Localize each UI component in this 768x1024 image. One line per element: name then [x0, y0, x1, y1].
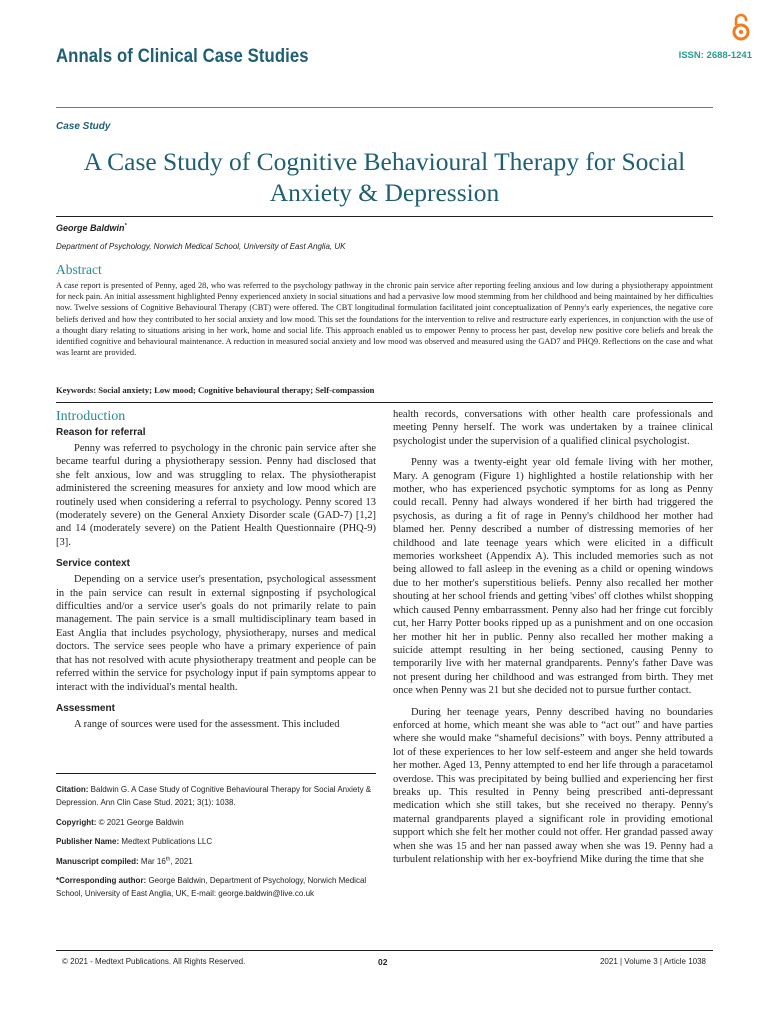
copyright — [56, 816, 376, 829]
footer-volume: 2021 | Volume 3 | Article 1038 — [599, 957, 706, 966]
citation — [56, 783, 376, 810]
introduction-heading: Introduction — [56, 409, 126, 424]
author — [56, 223, 127, 233]
publisher-text: Medtext Publications LLC — [121, 837, 213, 847]
corresp-text: George Baldwin, Department of Psychology, Norwich Medical School, University of East Anglia, UK, E-mail: george.baldwin@live.co.uk — [56, 876, 367, 899]
abstract-heading: Abstract — [56, 262, 102, 277]
author-name: George Baldwin — [56, 223, 125, 233]
citation-text: Baldwin G. A Case Study of Cognitive Behavioural Therapy for Social Anxiety & Depression. Ann Clin Case Stud. 2021; 3(1): 1038. — [56, 785, 372, 808]
paragraph: A range of sources were used for the assessment. This included — [74, 718, 340, 730]
title-divider — [56, 216, 713, 217]
citation-divider — [56, 773, 376, 774]
paragraph: health records, conversations with other health care professionals and meeting Penny herself. The work was undertaken by a trainee clinical psychologist under the supervision of a qualified clinical psychologist. — [393, 409, 713, 447]
author-mark: * — [124, 223, 127, 229]
publisher-label: Publisher Name: — [56, 837, 120, 847]
copyright-label: Copyright: — [56, 817, 97, 827]
article-type: Case Study — [56, 121, 111, 132]
corresp-label: *Corresponding author: — [56, 876, 147, 886]
column-left — [56, 408, 376, 731]
manuscript-compiled — [56, 855, 376, 868]
subheading-service-context: Service context — [56, 558, 130, 570]
issn: ISSN: 2688-1241 — [678, 50, 752, 61]
compiled-label: Manuscript compiled: — [56, 856, 139, 866]
citation-box — [56, 783, 376, 907]
keywords-divider — [56, 402, 713, 403]
column-right — [393, 408, 713, 866]
footer-copyright: © 2021 - Medtext Publications. All Rights Reserved. — [62, 957, 246, 966]
citation-label: Citation: — [56, 785, 89, 794]
paragraph: During her teenage years, Penny described having no boundaries enforced at home, which meant she was able to “act out” and have parties where she would make “shameful decisions” with boys. Penny attributed a lot of these experiences to her low self-esteem and anger she held towards her mother. Aged 13, Penny attempted to end her life through a paracetamol overdose. This was precipitated by being bullied and experiencing her first breaks up. This resulted in Penny being prescribed anti-depressant medication which she still takes, but she received no therapy. Penny's maternal grandparents played a significant role in providing emotional support which she felt her mother could not offer. Her grandad passed away when she was 15 and her nan passed away when she was 19. Penny had a turbulent relationship with her ex-boyfriend Mike during the time that she — [393, 706, 713, 865]
subheading-reason-for-referral: Reason for referral — [56, 427, 146, 438]
paragraph: Penny was referred to psychology in the chronic pain service after she became tearful during a physiotherapy session. Penny had disclosed that she felt anxious, low and was struggling to relax. The physiotherapist administered the screening measures for anxiety and low mood which are routinely used when considering a referral to psychology. Penny scored 13 (moderately severe) on the General Anxiety Disorder scale (GAD-7) [1,2] and 14 (moderately severe) on the Patient Health Questionnaire (PHQ-9) [3]. — [56, 443, 376, 548]
subheading-assessment: Assessment — [56, 702, 115, 714]
compiled-text: Mar 16 — [140, 856, 166, 866]
journal-title: Annals of Clinical Case Studies — [56, 46, 309, 67]
paragraph: Penny was a twenty-eight year old female living with her mother, Mary. A genogram (Figure 1) highlighted a hostile relationship with her mother, who has experienced psychotic symptoms for as long as Penny could recall. Penny had always wondered if her birth had triggered the psychosis, as during a fit of rage in Penny's childhood her mother had blamed her. Penny described a number of distressing memories of her childhood and late teenage years which were elicited in a difficult memories worksheet (Appendix A). This included memories such as not being allowed to fall asleep in the evening as a child or opening windows due to her mother's superstitious beliefs. Penny also recalled her mother shouting at her school friends and getting 'vibes' off clothes whilst shopping which caused Penny embarrassment. Penny also had her fringe cut forcibly cut, her Harry Potter books ripped up as a punishment and on one occasion her mother hit her in public. Penny also recalled her mother making a suicide attempt resulting in her being sectioned, causing Penny to temporarily live with her maternal grandparents. Penny's father Dave was not present during her childhood and was estranged from birth. They met once when Penny was 21 but she decided not to pursue further contact. — [393, 457, 713, 697]
footer-divider — [56, 950, 713, 951]
corresponding-author — [56, 874, 376, 901]
affiliation: Department of Psychology, Norwich Medical School, University of East Anglia, UK — [56, 242, 346, 251]
publisher — [56, 835, 376, 848]
open-access-icon — [729, 12, 753, 42]
keywords: Keywords: Social anxiety; Low mood; Cognitive behavioural therapy; Self-compassion — [56, 385, 375, 395]
compiled-year: , 2021 — [170, 856, 193, 866]
page-number: 02 — [378, 957, 388, 967]
header-divider — [56, 107, 713, 108]
article-title: A Case Study of Cognitive Behavioural Therapy for Social Anxiety & Depression — [83, 147, 686, 207]
abstract-text: A case report is presented of Penny, aged 28, who was referred to the psychology pathway in the chronic pain service after reporting feeling anxious and low during a physiotherapy appointment for neck pain. An initial assessment highlighted Penny experienced anxiety in social situations and had a pervasive low mood stemming from her childhood and being maintained by her difficulties now. Twelve sessions of Cognitive Behavioural Therapy (CBT) were offered. The CBT longitudinal formulation facilitated joint conceptualization of Penny's early experiences, the negative core beliefs derived and how they contributed to her social anxiety and low mood. This set the foundations for the intervention to relive and restructure early experiences, in conjunction with the use of a thought diary relating to situations arising in her work, home and social life. This approach enabled us to empower Penny to process her past, develop new positive core beliefs and break the identified cognitive and behavioural maintenance. A reduction in measured social anxiety and low mood was observed and measured using the GAD7 and PHQ9. Reflections on the case and what was learnt are provided. — [56, 281, 713, 358]
paragraph: Depending on a service user's presentation, psychological assessment in the pain service can result in external signposting if psychological difficulties and/or a service user's goals do not primarily relate to pain management. The pain service is a small multidisciplinary team based in East Anglia that includes psychology, physiotherapy, nurses and medical doctors. The service sees people who have a primary experience of pain that has not resolved with acute physiotherapy treatment and people can be referred within the service for psychology input if pain symptoms appear to interact with the individual's mental health. — [56, 574, 376, 693]
compiled-sup: th — [165, 855, 171, 862]
copyright-text: © 2021 George Baldwin — [98, 817, 184, 827]
